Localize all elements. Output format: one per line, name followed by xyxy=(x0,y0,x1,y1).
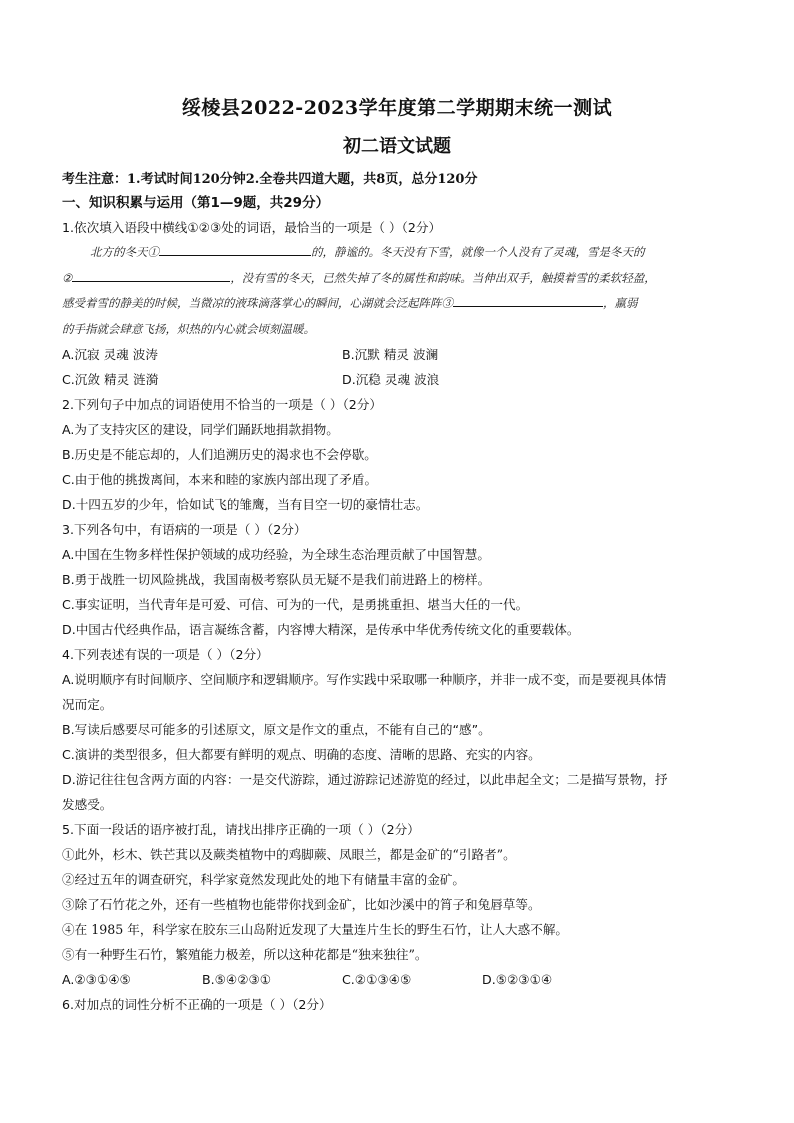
question-3 xyxy=(62,517,732,642)
sentence-5: ⑤有一种野生石竹，繁殖能力极差，所以这种花都是“独来独往”。 xyxy=(62,947,428,962)
option-d: D.沉稳 灵魂 波浪 xyxy=(342,372,440,387)
question-4 xyxy=(62,642,732,817)
question-5 xyxy=(62,817,732,992)
exam-title: 绥棱县2022-2023学年度第二学期期末统一测试 xyxy=(181,97,613,119)
exam-notice: 考生注意：1.考试时间120分钟2.全卷共四道大题，共8页，总分120分 xyxy=(62,172,478,187)
blank-1 xyxy=(159,241,311,256)
question-1-passage-line-2 xyxy=(62,266,732,292)
question-4-stem: 4.下列表述有误的一项是（ ）（2分） xyxy=(62,647,269,662)
option-c: C.沉敛 精灵 涟漪 xyxy=(62,372,159,387)
option-b: B.历史是不能忘却的，人们追溯历史的渴求也不会停歇。 xyxy=(62,447,377,462)
option-d-continued: 发感受。 xyxy=(62,797,113,812)
blank-2 xyxy=(72,267,230,282)
passage-text: ，没有雪的冬天，已然失掉了冬的属性和韵味。当伸出双手，触摸着雪的柔软轻盈， xyxy=(230,270,656,285)
option-c: C.②①③④⑤ xyxy=(342,972,412,987)
exam-subtitle: 初二语文试题 xyxy=(343,136,451,157)
option-d: D.十四五岁的少年，恰如试飞的雏鹰，当有目空一切的豪情壮志。 xyxy=(62,497,429,512)
question-6 xyxy=(62,992,732,1017)
sentence-1: ①此外，杉木、铁芒萁以及蕨类植物中的鸡脚蕨、凤眼兰，都是金矿的“引路者”。 xyxy=(62,847,516,862)
passage-text: ② xyxy=(62,270,73,285)
question-3-stem: 3.下列各句中，有语病的一项是（ ）（2分） xyxy=(62,522,307,537)
blank-3 xyxy=(453,292,603,307)
option-c: C.事实证明，当代青年是可爱、可信、可为的一代，是勇挑重担、堪当大任的一代。 xyxy=(62,597,529,612)
question-1 xyxy=(62,215,732,392)
question-2-stem: 2.下列句子中加点的词语使用不恰当的一项是（ ）（2分） xyxy=(62,397,382,412)
passage-text: ，羸弱 xyxy=(603,296,638,310)
option-b: B.勇于战胜一切风险挑战，我国南极考察队员无疑不是我们前进路上的榜样。 xyxy=(62,572,491,587)
question-5-options xyxy=(62,967,732,992)
sentence-4: ④在 1985 年，科学家在胶东三山岛附近发现了大量连片生长的野生石竹，让人大惑不解。 xyxy=(62,922,569,937)
option-b: B.⑤④②③① xyxy=(202,972,272,987)
question-6-stem: 6.对加点的词性分析不正确的一项是（ ）（2分） xyxy=(62,997,332,1012)
option-d: D.游记往往包含两方面的内容：一是交代游踪，通过游踪记述游览的经过，以此串起全文；二是描写景物，抒 xyxy=(62,772,668,787)
option-b: B.沉默 精灵 波澜 xyxy=(342,347,439,362)
passage-text: 感受着雪的静美的时候，当微凉的液珠滴落掌心的瞬间，心湖就会泛起阵阵③ xyxy=(62,296,453,310)
option-b: B.写读后感要尽可能多的引述原文，原文是作文的重点，不能有自己的“感”。 xyxy=(62,722,491,737)
option-a: A.沉寂 灵魂 波涛 xyxy=(62,347,158,362)
question-1-options-row-1 xyxy=(62,342,732,367)
sentence-2: ②经过五年的调查研究，科学家竟然发现此处的地下有储量丰富的金矿。 xyxy=(62,872,465,887)
option-a: A.②③①④⑤ xyxy=(62,972,131,987)
option-a-continued: 况而定。 xyxy=(62,697,113,712)
option-a: A.为了支持灾区的建设，同学们踊跃地捐款捐物。 xyxy=(62,422,339,437)
question-1-options-row-2 xyxy=(62,367,732,392)
question-1-passage-line-3 xyxy=(62,291,732,317)
question-2 xyxy=(62,392,732,517)
question-1-passage-line-4: 的手指就会肆意飞扬，炽热的内心就会顷刻温暖。 xyxy=(62,321,315,336)
question-1-passage-line-1 xyxy=(62,240,732,266)
option-d: D.中国古代经典作品，语言凝练含蓄，内容博大精深，是传承中华优秀传统文化的重要载体。 xyxy=(62,622,580,637)
question-5-stem: 5.下面一段话的语序被打乱，请找出排序正确的一项（ ）（2分） xyxy=(62,822,420,837)
option-d: D.⑤②③①④ xyxy=(482,972,553,987)
option-a: A.说明顺序有时间顺序、空间顺序和逻辑顺序。写作实践中采取哪一种顺序，并非一成不变，而是要视具体情 xyxy=(62,672,667,687)
passage-text: 的，静谧的。冬天没有下雪，就像一个人没有了灵魂，雪是冬天的 xyxy=(311,245,645,259)
section-heading: 一、知识积累与运用（第1—9题，共29分） xyxy=(62,195,330,211)
question-1-stem: 1.依次填入语段中横线①②③处的词语，最恰当的一项是（ ）（2分） xyxy=(62,220,442,235)
option-a: A.中国在生物多样性保护领域的成功经验，为全球生态治理贡献了中国智慧。 xyxy=(62,547,490,562)
sentence-3: ③除了石竹花之外，还有一些植物也能带你找到金矿，比如沙溪中的筲子和兔唇草等。 xyxy=(62,897,541,912)
option-c: C.演讲的类型很多，但大都要有鲜明的观点、明确的态度、清晰的思路、充实的内容。 xyxy=(62,747,541,762)
passage-text: 北方的冬天① xyxy=(90,245,159,259)
exam-page xyxy=(62,96,732,1017)
option-c: C.由于他的挑拨离间，本来和睦的家族内部出现了矛盾。 xyxy=(62,472,378,487)
